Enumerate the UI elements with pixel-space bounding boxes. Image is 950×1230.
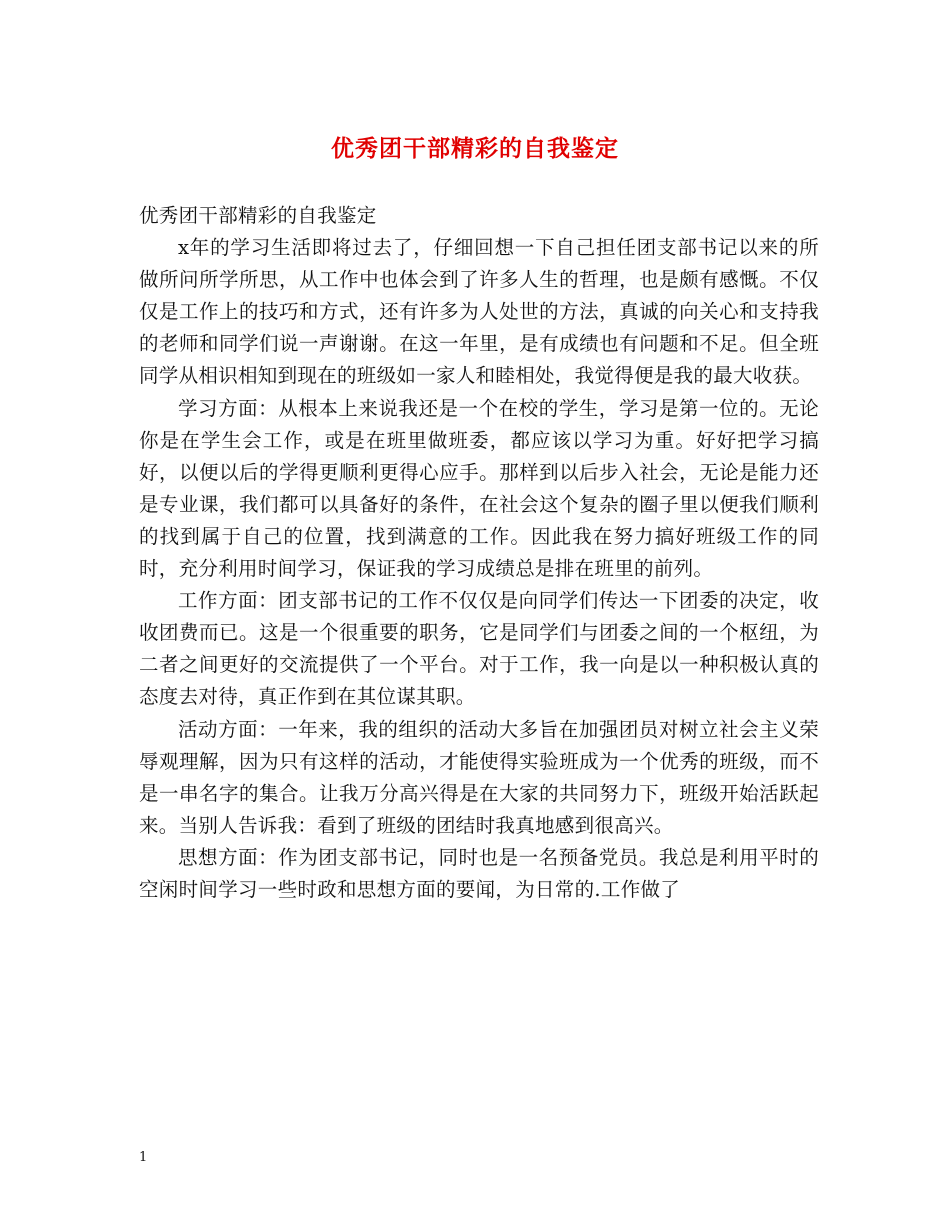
paragraph-study: 学习方面：从根本上来说我还是一个在校的学生，学习是第一位的。无论你是在学生会工作，或是在班里做班委，都应该以学习为重。好好把学习搞好，以便以后的学得更顺利更得心应手。那样到以后步入社会，无论是能力还是专业课，我们都可以具备好的条件，在社会这个复杂的圈子里以便我们顺利的找到属于自己的位置，找到满意的工作。因此我在努力搞好班级工作的同时，充分利用时间学习，保证我的学习成绩总是排在班里的前列。	[139, 396, 819, 581]
document-body	[139, 200, 819, 906]
document-subtitle: 优秀团干部精彩的自我鉴定	[139, 204, 377, 227]
document-title: 优秀团干部精彩的自我鉴定	[331, 135, 619, 162]
paragraph-activities: 活动方面：一年来，我的组织的活动大多旨在加强团员对树立社会主义荣辱观理解，因为只有这样的活动，才能使得实验班成为一个优秀的班级，而不是一串名字的集合。让我万分高兴得是在大家的共同努力下，班级开始活跃起来。当别人告诉我：看到了班级的团结时我真地感到很高兴。	[139, 717, 819, 837]
paragraph-intro: x年的学习生活即将过去了，仔细回想一下自己担任团支部书记以来的所做所问所学所思，从工作中也体会到了许多人生的哲理，也是颇有感慨。不仅仅是工作上的技巧和方式，还有许多为人处世的方法，真诚的向关心和支持我的老师和同学们说一声谢谢。在这一年里，是有成绩也有问题和不足。但全班同学从相识相知到现在的班级如一家人和睦相处，我觉得便是我的最大收获。	[139, 236, 819, 388]
paragraph-thoughts: 思想方面：作为团支部书记，同时也是一名预备党员。我总是利用平时的空闲时间学习一些时政和思想方面的要闻，为日常的.工作做了	[139, 845, 819, 901]
paragraph-work: 工作方面：团支部书记的工作不仅仅是向同学们传达一下团委的决定，收收团费而已。这是一个很重要的职务，它是同学们与团委之间的一个枢纽，为二者之间更好的交流提供了一个平台。对于工作，我一向是以一种积极认真的态度去对待，真正作到在其位谋其职。	[139, 589, 819, 709]
page-number: 1	[139, 1150, 148, 1165]
